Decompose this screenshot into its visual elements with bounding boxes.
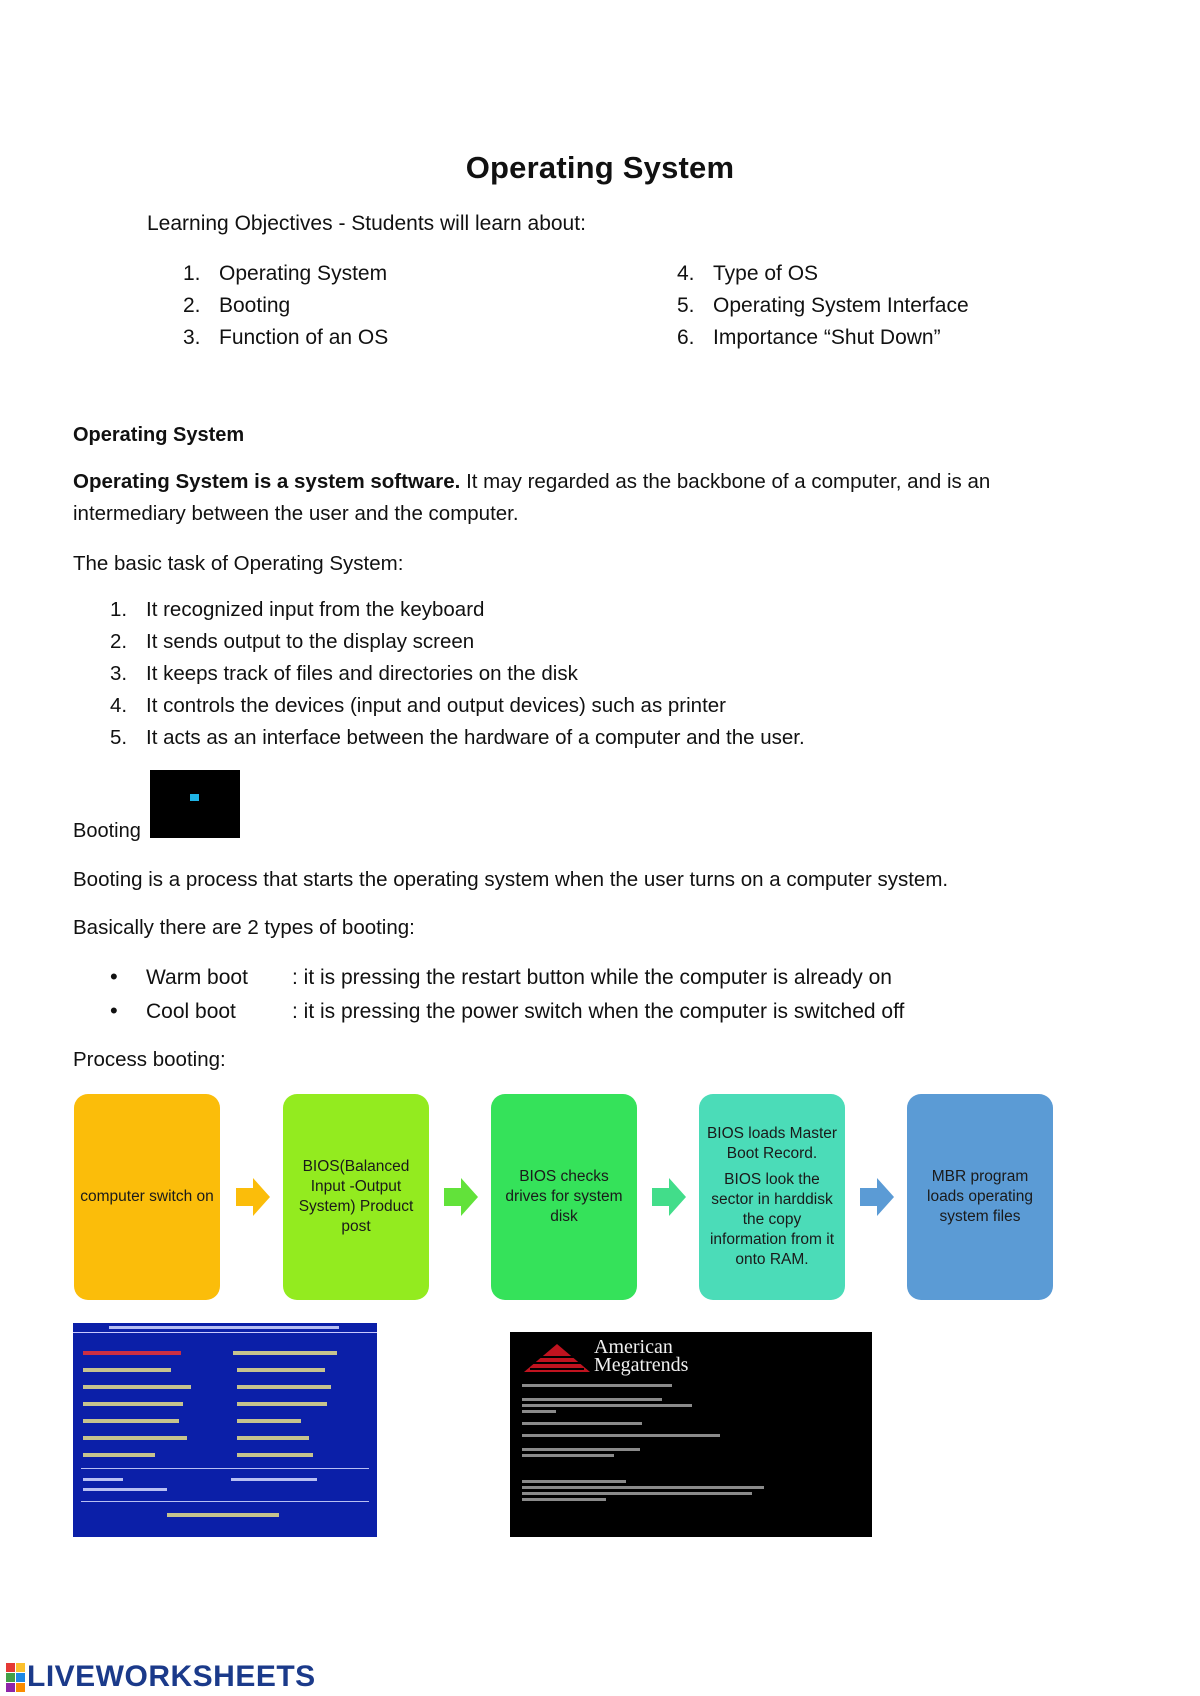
booting-definition: Booting is a process that starts the operating system when the user turns on a computer system. bbox=[73, 868, 949, 891]
os-task-intro: The basic task of Operating System: bbox=[73, 552, 404, 575]
objective-item: 2. Booting bbox=[183, 294, 291, 317]
ami-brand-text: American Megatrends bbox=[594, 1336, 689, 1376]
logo-mark-icon bbox=[6, 1663, 25, 1692]
objective-item: 3. Function of an OS bbox=[183, 326, 389, 349]
task-item: 2. It sends output to the display screen bbox=[110, 630, 475, 653]
boot-type-item: • Warm boot : it is pressing the restart button while the computer is already on bbox=[110, 964, 892, 989]
page-title: Operating System bbox=[465, 150, 735, 185]
flow-step-4: BIOS loads Master Boot Record. BIOS look the sector in harddisk the copy information from it onto RAM. bbox=[699, 1094, 845, 1300]
boot-type-item: • Cool boot : it is pressing the power switch when the computer is switched off bbox=[110, 998, 905, 1023]
flow-arrow-icon bbox=[236, 1178, 270, 1216]
flow-arrow-icon bbox=[444, 1178, 478, 1216]
flow-step-1: computer switch on bbox=[74, 1094, 220, 1300]
objective-item: 4. Type of OS bbox=[677, 262, 819, 285]
flow-step-5: MBR program loads operating system files bbox=[907, 1094, 1053, 1300]
liveworksheets-logo: LIVEWORKSHEETS bbox=[6, 1660, 316, 1694]
cursor-icon bbox=[190, 794, 199, 801]
task-item: 4. It controls the devices (input and output devices) such as printer bbox=[110, 694, 727, 717]
os-section-heading: Operating System bbox=[73, 424, 245, 446]
task-item: 3. It keeps track of files and directories on the disk bbox=[110, 662, 578, 685]
flow-step-2: BIOS(Balanced Input -Output System) Product post bbox=[283, 1094, 429, 1300]
task-item: 1. It recognized input from the keyboard bbox=[110, 598, 485, 621]
flow-arrow-icon bbox=[860, 1178, 894, 1216]
learning-objectives-heading: Learning Objectives - Students will learn about: bbox=[147, 212, 586, 235]
ami-logo-icon bbox=[522, 1342, 592, 1382]
os-definition: Operating System is a system software. It may regarded as the backbone of a computer, and is an intermediary between the user and the computer. bbox=[73, 470, 991, 525]
objective-item: 1. Operating System bbox=[183, 262, 388, 285]
booting-types-intro: Basically there are 2 types of booting: bbox=[73, 916, 415, 939]
booting-image bbox=[150, 770, 240, 838]
objective-item: 6. Importance “Shut Down” bbox=[677, 326, 941, 349]
process-booting-label: Process booting: bbox=[73, 1048, 226, 1071]
flow-arrow-icon bbox=[652, 1178, 686, 1216]
task-item: 5. It acts as an interface between the hardware of a computer and the user. bbox=[110, 726, 805, 749]
ami-bios-boot-screenshot bbox=[510, 1332, 872, 1537]
booting-heading: Booting bbox=[73, 820, 141, 842]
bios-setup-screenshot bbox=[73, 1323, 377, 1537]
flow-step-3: BIOS checks drives for system disk bbox=[491, 1094, 637, 1300]
objective-item: 5. Operating System Interface bbox=[677, 294, 969, 317]
